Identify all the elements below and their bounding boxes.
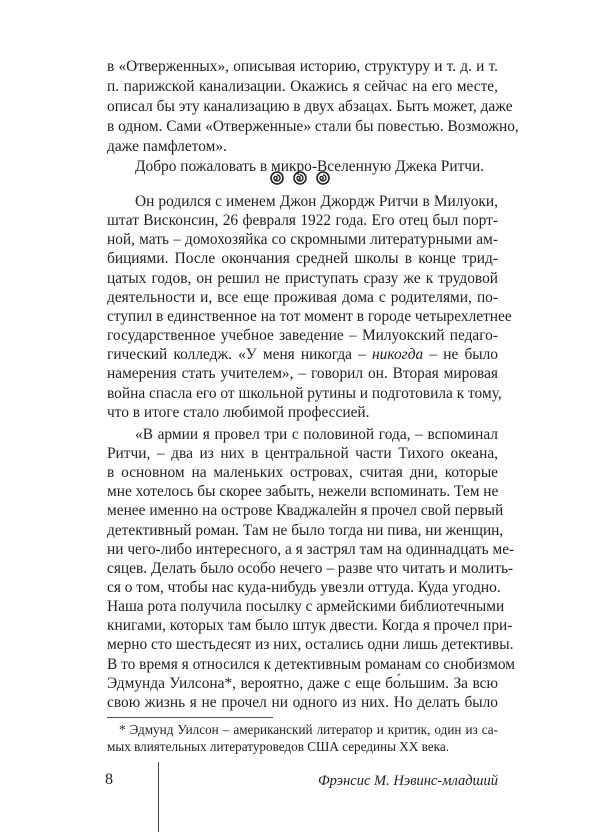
body-line: В то время я относился к детективным романам со снобизмом	[107, 655, 515, 673]
spiral-icon	[316, 171, 330, 185]
body-line: государственное учебное заведение – Милуокский педаго-	[107, 327, 498, 345]
body-line: бициями. После окончания средней школы в конце трид-	[107, 250, 498, 268]
body-line: Наша рота получила посылку с армейскими библиотечными	[107, 598, 505, 616]
body-line: в «Отверженных», описывая историю, структуру и т. д. и т.	[107, 58, 498, 75]
footnote-rule	[107, 717, 273, 718]
body-line: менее именно на острове Кваджалейн я прочел свой первый	[107, 502, 504, 520]
body-line: война спасла его от школьной рутины и подготовила к тому,	[107, 384, 502, 402]
body-line: Эдмунда Уилсона*, вероятно, даже с еще бо́льшим. За всю	[107, 674, 498, 692]
body-line: ни чего-либо интересного, а я застрял там на одиннадцать ме-	[107, 540, 515, 558]
body-line: в основном на маленьких островах, считая дни, которые	[107, 464, 498, 482]
body-line: ной, мать – домохозяйка со скромными литературными ам-	[107, 231, 498, 249]
body-line: штат Висконсин, 26 февраля 1922 года. Его отец был порт-	[107, 212, 498, 230]
page-number: 8	[105, 771, 113, 789]
body-line: мне хотелось бы скорее забыть, нежели вспоминать. Тем не	[107, 483, 499, 501]
emphasis-word: никогда	[372, 346, 424, 364]
body-line: цатых годов, он решил не приступать сразу же к трудовой	[107, 269, 498, 287]
running-footer: Фрэнсис М. Нэвинс-младший	[317, 773, 498, 790]
body-line: в одном. Сами «Отверженные» стали бы повестью. Возможно,	[107, 118, 519, 135]
body-line: описал бы эту канализацию в двух абзацах. Быть может, даже	[107, 98, 513, 115]
spiral-icon	[270, 171, 284, 185]
body-line: деятельности и, все еще проживая дома с родителями, по-	[107, 288, 498, 306]
body-line: ступил в единственное на тот момент в городе четырехлетнее	[107, 307, 512, 325]
body-line: свою жизнь я не прочел ни одного из них. Но делать было	[107, 693, 498, 711]
body-line: Ритчи, – два из них в центральной части Тихого океана,	[107, 444, 498, 462]
body-line: мерно сто шестьдесят из них, остались одни лишь детективы.	[107, 636, 514, 654]
footnote-line: * Эдмунд Уилсон – американский литератор и критик, один из са-	[119, 722, 498, 738]
footer-divider	[158, 762, 159, 832]
body-line: Он родился с именем Джон Джордж Ритчи в Милуоки,	[135, 193, 498, 210]
footnote-line: мых влиятельных литературоведов США середины XX века.	[107, 739, 450, 755]
body-line: книгами, которых там было штук двести. Когда я прочел при-	[107, 617, 513, 635]
body-line: намерения стать учителем», – говорил он. Вторая мировая	[107, 365, 498, 383]
body-line: ся о том, чтобы нас куда-нибудь увезли оттуда. Куда угодно.	[107, 579, 501, 596]
body-line: сяцев. Делать было особо нечего – разве что читать и молить-	[107, 559, 514, 577]
section-ornament	[0, 171, 600, 191]
spiral-icon	[293, 171, 307, 185]
body-line: что в итоге стало любимой профессией.	[107, 403, 370, 421]
body-line: даже памфлетом».	[107, 138, 227, 155]
body-line: Добро пожаловать в микро-Вселенную Джека Ритчи.	[135, 158, 485, 175]
body-line: «В армии я провел три с половиной года, – вспоминал	[135, 425, 498, 443]
body-line: п. парижской канализации. Окажись я сейчас на его месте,	[107, 78, 498, 95]
body-line-with-emphasis: гический колледж. «У меня никогда – никогда – не было	[107, 346, 498, 364]
body-line: детективный роман. Там не было тогда ни пива, ни женщин,	[107, 521, 504, 539]
